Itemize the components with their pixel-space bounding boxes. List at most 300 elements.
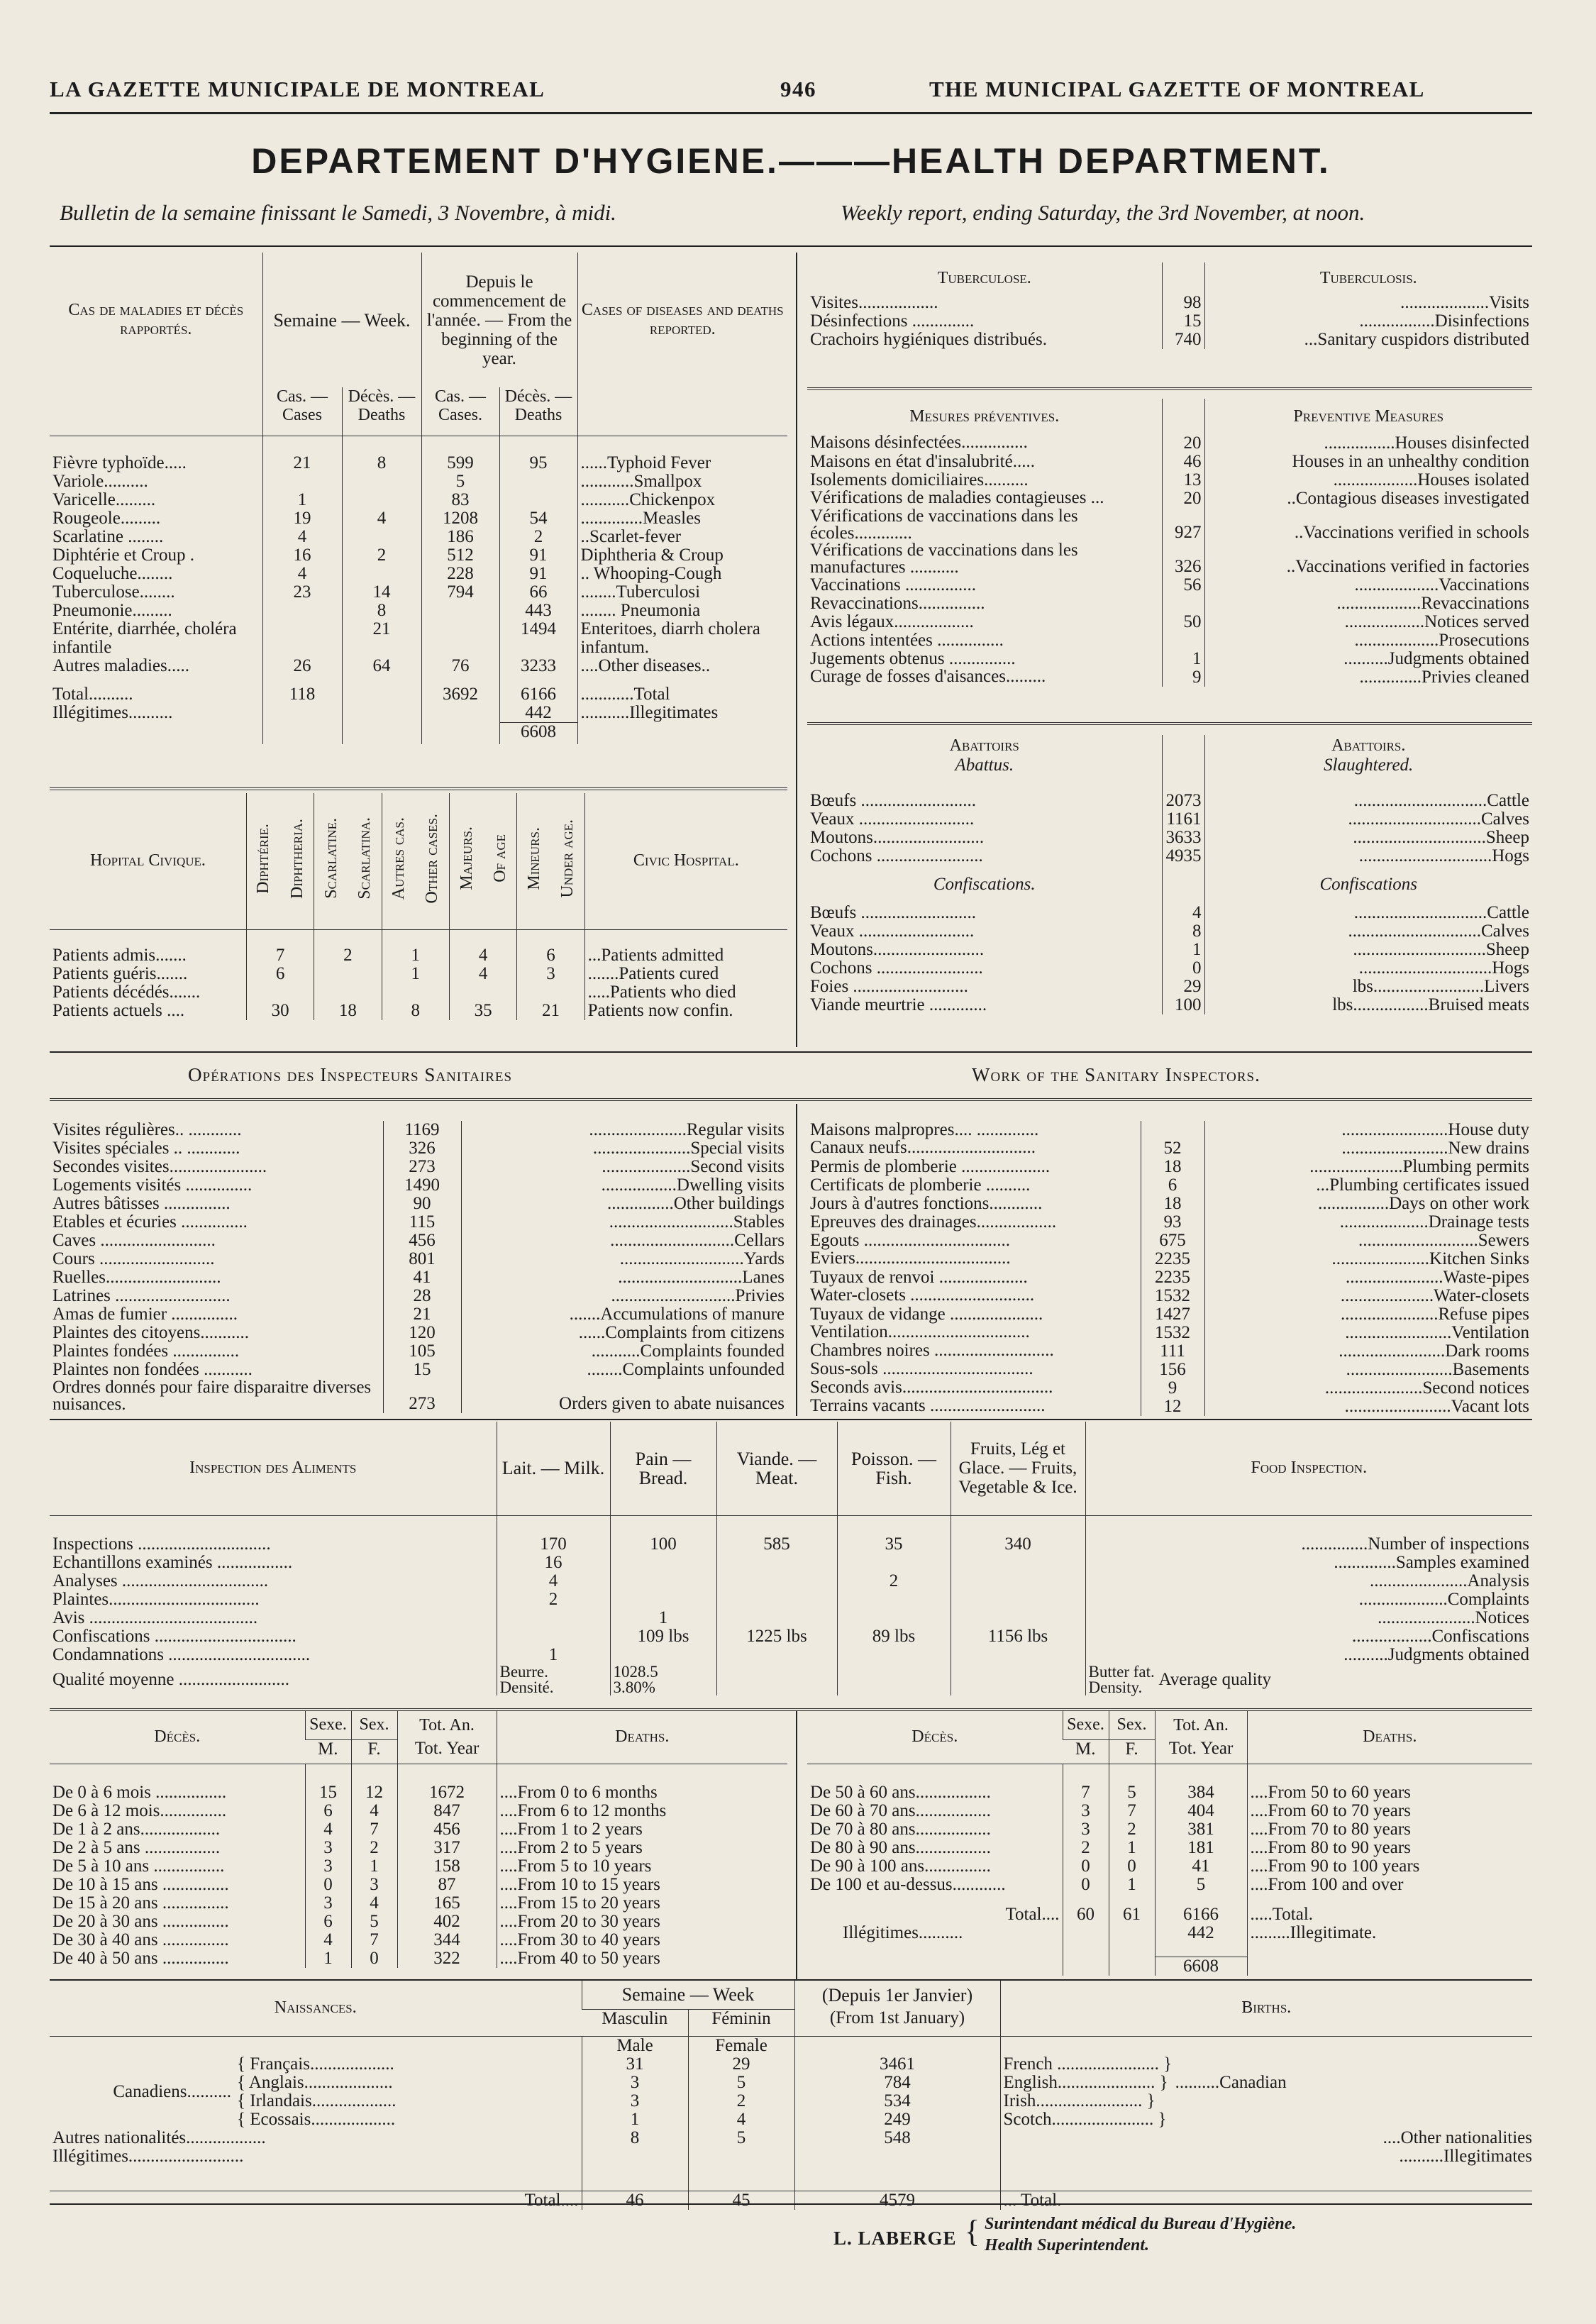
inspection-left-label-fr: Etables et écuries ............... <box>52 1213 248 1232</box>
disease-deaths-year: 95 <box>499 454 577 472</box>
deaths-female: 5 <box>1109 1783 1155 1802</box>
title-fr: DEPARTEMENT D'HYGIENE. <box>251 141 779 181</box>
preventive-label-fr: Vaccinations ................ <box>810 576 976 594</box>
tuberculosis-label-fr: Visites.................. <box>810 294 938 312</box>
inspection-left-row <box>50 1176 787 1195</box>
inspection-left-label-fr: Plaintes des citoyens........... <box>52 1324 250 1342</box>
tuberculosis-label-en: ....................Visits <box>1204 294 1532 312</box>
canadiens-label: Canadiens.......... <box>113 2081 231 2101</box>
disease-deaths-year: 1494 <box>499 620 577 657</box>
mesures-rule <box>807 722 1532 725</box>
butter-label: Butter fat. <box>1088 1663 1155 1681</box>
inspection-right-label-en: ...........................Sewers <box>1204 1232 1532 1250</box>
food-row <box>50 1572 1532 1590</box>
inspection-right-label-fr: Seconds avis.................................. <box>810 1379 1053 1397</box>
inspectors-right-table <box>807 1121 1532 1416</box>
inspection-left-label-en: Orders given to abate nuisances <box>461 1379 787 1413</box>
births-from-label: (From 1st January) <box>794 2009 1000 2036</box>
masculin-label: Masculin <box>582 2009 688 2036</box>
hospital-value-d: 30 <box>246 1002 314 1020</box>
tuberculosis-label-en: .................Disinfections <box>1204 312 1532 331</box>
inspection-left-value: 21 <box>383 1305 461 1324</box>
disease-row <box>50 583 787 602</box>
disease-cases-year <box>421 602 499 620</box>
inspection-right-value: 156 <box>1141 1361 1204 1379</box>
inspection-left-label-fr: Visites régulières.. ............ <box>52 1121 242 1139</box>
deaths-total-year: 404 <box>1155 1802 1247 1820</box>
beurre-label: Beurre. <box>499 1663 548 1681</box>
signature-title-fr: Surintendant médical du Bureau d'Hygiène. <box>985 2215 1297 2233</box>
hcol-label-6: Majeurs. <box>457 826 476 891</box>
hospital-value-s: 18 <box>314 1002 382 1020</box>
food-value-3: 35 <box>837 1535 951 1554</box>
inspection-right-label-fr: Ventilation................................ <box>810 1324 1030 1341</box>
inspection-right-row <box>807 1342 1532 1361</box>
hospital-label-fr: Patients décédés....... <box>52 983 201 1002</box>
inspection-left-label-en: ...........Complaints founded <box>461 1342 787 1361</box>
inspection-left-row <box>50 1121 787 1139</box>
deaths-total-year: 5 <box>1155 1876 1247 1894</box>
deaths-age-en: ....From 15 to 20 years <box>497 1894 787 1913</box>
preventive-table <box>807 399 1532 687</box>
rule-top <box>50 245 1532 247</box>
food-label-fr: Plaintes.................................. <box>52 1590 260 1609</box>
quality-label-en: Average quality <box>1158 1670 1271 1689</box>
disease-deaths-year: 54 <box>499 509 577 528</box>
sex-label: Sex. <box>351 1711 397 1739</box>
tuberculosis-value: 15 <box>1162 312 1204 331</box>
preventive-value: 927 <box>1162 508 1204 542</box>
autres-f: 5 <box>688 2129 794 2147</box>
inspection-left-label-fr: Ordres donnés pour faire disparaitre diverses nuisances. <box>52 1379 372 1413</box>
disease-name-en: ..Scarlet-fever <box>577 528 787 546</box>
inspection-left-value: 273 <box>383 1158 461 1176</box>
tuberculosis-label-fr: Crachoirs hygiéniques distribués. <box>810 331 1047 349</box>
confiscation-row <box>807 941 1532 959</box>
slaughter-row <box>807 829 1532 847</box>
food-label-en: ..................Confiscations <box>1085 1627 1532 1646</box>
deaths-female: 7 <box>351 1931 397 1949</box>
diseases-head-week: Semaine — Week. <box>262 253 421 387</box>
hospital-label-fr: Patients guéris....... <box>52 965 188 983</box>
deaths-female: 2 <box>1109 1820 1155 1839</box>
inspection-right-value: 111 <box>1141 1342 1204 1361</box>
inspection-left-label-fr: Amas de fumier ............... <box>52 1305 238 1324</box>
signature-name: L. LABERGE <box>833 2228 957 2249</box>
inspection-right-row <box>807 1121 1532 1139</box>
inspectors-title-fr: Opérations des Inspecteurs Sanitaires <box>188 1064 513 1085</box>
disease-deaths-year <box>499 491 577 509</box>
total-c3: 3692 <box>421 685 499 704</box>
slaughter-label-fr: Veaux .......................... <box>810 810 975 829</box>
disease-cases-week: 1 <box>262 491 342 509</box>
food-row <box>50 1535 1532 1554</box>
inspection-left-label-en: ......Complaints from citizens <box>461 1324 787 1342</box>
deaths-total-year: 6166 <box>1155 1905 1247 1924</box>
tuberculosis-row <box>807 312 1532 331</box>
deaths-title-fr: Décès. <box>154 1727 201 1747</box>
preventive-label-en: ...................Vaccinations <box>1204 576 1532 594</box>
preventive-label-en: ..................Notices served <box>1204 613 1532 631</box>
inspection-right-label-en: ...Plumbing certificates issued <box>1204 1176 1532 1195</box>
food-rule-top <box>50 1419 1532 1420</box>
inspection-right-label-fr: Canaux neufs............................. <box>810 1139 1036 1157</box>
births-total-f: 45 <box>688 2191 794 2210</box>
deaths-total-year: 402 <box>397 1913 497 1931</box>
inspection-left-label-en: ......................Regular visits <box>461 1121 787 1139</box>
disease-deaths-week <box>342 565 421 583</box>
subtitle-fr: Bulletin de la semaine finissant le Samedi, 3 Novembre, à midi. <box>60 200 616 225</box>
densite-label: Densité. <box>499 1678 554 1696</box>
inspection-right-label-fr: Tuyaux de vidange ..................... <box>810 1305 1043 1324</box>
births-origin-en: French ....................... } <box>1000 2055 1532 2074</box>
food-value-0: 1 <box>497 1646 610 1664</box>
preventive-label-fr: Avis légaux.................. <box>810 613 974 631</box>
subtitle-en: Weekly report, ending Saturday, the 3rd November, at noon. <box>841 200 1365 225</box>
food-value-4 <box>951 1590 1085 1609</box>
disease-deaths-year: 443 <box>499 602 577 620</box>
density-label: Density. <box>1088 1678 1143 1696</box>
inspection-left-value: 105 <box>383 1342 461 1361</box>
deaths-age-fr: De 15 à 20 ans ............... <box>52 1894 229 1913</box>
births-female: 4 <box>688 2110 794 2129</box>
deaths-age-en: ....From 70 to 80 years <box>1247 1820 1532 1839</box>
births-male: 1 <box>582 2110 688 2129</box>
disease-name-fr: Coqueluche........ <box>52 565 173 583</box>
canadian-label: ..........Canadian <box>1175 2072 1287 2092</box>
confiscation-label-en: lbs.................Bruised meats <box>1204 996 1532 1014</box>
inspection-left-value: 28 <box>383 1287 461 1305</box>
deaths-illeg-fr: Illégitimes.......... <box>843 1923 963 1942</box>
preventive-value: 20 <box>1162 434 1204 453</box>
food-value-1 <box>610 1646 716 1664</box>
hospital-label-fr: Patients admis....... <box>52 946 187 965</box>
preventive-label-fr: Revaccinations............... <box>810 594 985 613</box>
deaths-female: 4 <box>351 1894 397 1913</box>
total-c4: 6166 <box>499 685 577 704</box>
confiscation-label-fr: Veaux .......................... <box>810 922 975 941</box>
abattoirs-title-en: Abattoirs. <box>1204 735 1532 756</box>
hospital-value-o: 1 <box>382 946 449 965</box>
disease-cases-week <box>262 602 342 620</box>
food-value-1 <box>610 1572 716 1590</box>
disease-deaths-week: 4 <box>342 509 421 528</box>
preventive-label-fr: Vérifications de vaccinations dans les écoles............. <box>810 508 1078 542</box>
deaths-male: 0 <box>305 1876 351 1894</box>
hospital-row <box>50 983 787 1002</box>
deaths-row <box>807 1783 1532 1802</box>
preventive-label-fr: Maisons désinfectées............... <box>810 434 1028 452</box>
food-quality-row <box>50 1664 1532 1695</box>
tuberculosis-label-fr: Désinfections .............. <box>810 312 975 331</box>
sex-label-2: Sex. <box>1109 1711 1155 1739</box>
births-year: 534 <box>794 2092 1000 2110</box>
abattus-label: Abattus. <box>955 756 1014 775</box>
inspection-right-label-en: ......................Kitchen Sinks <box>1204 1250 1532 1268</box>
inspection-left-label-fr: Autres bâtisses ............... <box>52 1195 231 1213</box>
disease-cases-year: 186 <box>421 528 499 546</box>
deaths-age-fr: De 20 à 30 ans ............... <box>52 1913 229 1931</box>
food-value-0 <box>497 1609 610 1627</box>
hospital-value-n: 3 <box>517 965 584 983</box>
food-value-0 <box>497 1627 610 1646</box>
deaths-total-f: 61 <box>1109 1905 1155 1924</box>
births-rule-bottom <box>50 2203 1532 2205</box>
sub-cases-week: Cas. — Cases <box>262 387 342 436</box>
inspection-right-value <box>1141 1121 1204 1139</box>
food-value-0: 170 <box>497 1535 610 1554</box>
preventive-value <box>1162 631 1204 650</box>
hcol-label-3: Scarlatina. <box>355 817 374 900</box>
deaths-age-fr: De 90 à 100 ans............... <box>810 1857 991 1876</box>
inspection-right-value: 1532 <box>1141 1324 1204 1342</box>
deaths-male: 3 <box>305 1857 351 1876</box>
inspection-left-label-en: .................Dwelling visits <box>461 1176 787 1195</box>
deaths-total-year: 1672 <box>397 1783 497 1802</box>
deaths-grand-total: 6608 <box>1155 1957 1247 1976</box>
disease-cases-week: 4 <box>262 565 342 583</box>
inspection-left-label-fr: Plaintes fondées ............... <box>52 1342 240 1361</box>
hospital-label-en: Patients now confin. <box>584 1002 787 1020</box>
inspection-right-label-fr: Sous-sols .................................. <box>810 1361 1033 1378</box>
slaughter-label-fr: Bœufs .......................... <box>810 792 977 810</box>
inspection-left-label-fr: Cours .......................... <box>52 1250 215 1268</box>
disease-deaths-week <box>342 528 421 546</box>
food-value-2 <box>716 1554 837 1572</box>
inspection-left-label-fr: Secondes visites...................... <box>52 1158 267 1176</box>
illeg-c4: 442 <box>499 704 577 723</box>
hospital-value-m: 4 <box>449 965 516 983</box>
slaughter-row <box>807 847 1532 865</box>
quality-value-2: 3.80% <box>613 1678 655 1696</box>
inspection-right-value: 2235 <box>1141 1268 1204 1287</box>
tb-rule <box>807 387 1532 390</box>
inspection-right-label-fr: Terrains vacants .......................... <box>810 1398 1046 1415</box>
hcol-label-7: Of age <box>490 834 509 883</box>
inspection-right-row <box>807 1176 1532 1195</box>
hcol-5 <box>416 793 450 929</box>
hcol-1 <box>280 793 314 929</box>
deaths-total-year: 344 <box>397 1931 497 1949</box>
slaughter-label-fr: Moutons......................... <box>810 829 985 847</box>
inspection-left-label-fr: Plaintes non fondées ........... <box>52 1361 253 1379</box>
disease-deaths-year: 2 <box>499 528 577 546</box>
hospital-value-d: 7 <box>246 946 314 965</box>
header-right: THE MUNICIPAL GAZETTE OF MONTREAL <box>929 77 1425 101</box>
f-label: F. <box>351 1739 397 1764</box>
deaths-male: 2 <box>1063 1839 1109 1857</box>
inspection-left-label-en: ............................Cellars <box>461 1232 787 1250</box>
hospital-value-o: 8 <box>382 1002 449 1020</box>
disease-row <box>50 620 787 657</box>
deaths-age-fr: De 80 à 90 ans................. <box>810 1839 991 1857</box>
disease-cases-week: 26 <box>262 657 342 675</box>
preventive-value: 20 <box>1162 489 1204 508</box>
deaths-male: 4 <box>305 1820 351 1839</box>
inspection-left-row <box>50 1158 787 1176</box>
food-value-2: 585 <box>716 1535 837 1554</box>
hcol-label-9: Under age. <box>558 819 577 898</box>
m-label: M. <box>305 1739 351 1764</box>
inspection-left-value: 41 <box>383 1268 461 1287</box>
deaths-row <box>50 1839 787 1857</box>
slaughter-label-en: ..............................Sheep <box>1204 829 1532 847</box>
disease-deaths-year: 3233 <box>499 657 577 675</box>
confiscation-value: 29 <box>1162 978 1204 996</box>
inspectors-rule-top <box>50 1051 1532 1053</box>
hcol-7 <box>483 793 517 929</box>
food-label-en: ..........Judgments obtained <box>1085 1646 1532 1664</box>
tuberculose-title-fr: Tuberculose. <box>937 268 1031 287</box>
disease-deaths-week <box>342 491 421 509</box>
disease-row <box>50 528 787 546</box>
births-title-en: Births. <box>1000 1981 1532 2036</box>
deaths-title-fr-2: Décès. <box>911 1727 958 1747</box>
disease-deaths-week: 21 <box>342 620 421 657</box>
diseases-total-row <box>50 685 787 704</box>
preventive-row <box>807 650 1532 668</box>
deaths-illeg-year: 442 <box>1155 1924 1247 1942</box>
deaths-right-table <box>807 1711 1532 1976</box>
m-label-2: M. <box>1063 1739 1109 1764</box>
inspection-left-value: 15 <box>383 1361 461 1379</box>
births-male: 3 <box>582 2092 688 2110</box>
confiscation-row <box>807 959 1532 978</box>
inspection-left-row <box>50 1268 787 1287</box>
deaths-male: 6 <box>305 1802 351 1820</box>
hcol-4 <box>382 793 416 929</box>
tuberculosis-row <box>807 294 1532 312</box>
inspection-right-row <box>807 1379 1532 1398</box>
inspection-left-value: 1169 <box>383 1121 461 1139</box>
disease-name-fr: Varicelle......... <box>52 491 156 509</box>
page-number: 946 <box>780 77 816 101</box>
inspection-right-label-en: ......................Refuse pipes <box>1204 1305 1532 1324</box>
tuberculosis-table <box>807 262 1532 349</box>
deaths-divider <box>796 1711 797 1981</box>
inspection-right-label-en: ....................Drainage tests <box>1204 1213 1532 1232</box>
food-value-1 <box>610 1554 716 1572</box>
inspection-left-label-en: ............................Privies <box>461 1287 787 1305</box>
preventive-label-en: ................Houses disinfected <box>1204 434 1532 453</box>
deaths-male: 3 <box>305 1839 351 1857</box>
inspection-right-label-en: .....................Water-closets <box>1204 1287 1532 1305</box>
deaths-female: 12 <box>351 1783 397 1802</box>
disease-deaths-year: 91 <box>499 565 577 583</box>
food-value-0: 2 <box>497 1590 610 1609</box>
inspection-left-row <box>50 1342 787 1361</box>
preventive-value: 46 <box>1162 453 1204 471</box>
inspection-left-label-en: ............................Stables <box>461 1213 787 1232</box>
food-value-1: 1 <box>610 1609 716 1627</box>
inspection-right-label-fr: Eviers................................... <box>810 1250 1011 1268</box>
signature-title-en: Health Superintendent. <box>985 2236 1150 2254</box>
preventive-label-en: Houses in an unhealthy condition <box>1204 453 1532 471</box>
food-col-meat: Viande. — Meat. <box>716 1422 837 1515</box>
deaths-row <box>50 1913 787 1931</box>
hcol-6 <box>449 793 483 929</box>
inspection-left-value: 326 <box>383 1139 461 1158</box>
inspection-left-label-en: ....................Second visits <box>461 1158 787 1176</box>
deaths-age-en: ....From 6 to 12 months <box>497 1802 787 1820</box>
hcol-label-4: Autres cas. <box>389 817 409 900</box>
deaths-age-en: ....From 40 to 50 years <box>497 1949 787 1968</box>
deaths-total-fr: Total.... <box>1005 1905 1060 1924</box>
inspectors-left-table <box>50 1121 787 1413</box>
deaths-age-fr: De 70 à 80 ans................. <box>810 1820 991 1839</box>
title-en: HEALTH DEPARTMENT. <box>891 141 1331 181</box>
disease-name-fr: Autres maladies..... <box>52 657 190 675</box>
preventive-label-en: ...................Revaccinations <box>1204 594 1532 613</box>
preventive-label-fr: Vérifications de vaccinations dans les manufactures ........... <box>810 542 1078 576</box>
disease-name-fr: Rougeole......... <box>52 509 161 528</box>
food-label-fr: Echantillons examinés ................. <box>52 1554 293 1572</box>
hospital-row <box>50 965 787 983</box>
food-value-1: 109 lbs <box>610 1627 716 1646</box>
inspectors-title-en: Work of the Sanitary Inspectors. <box>972 1064 1260 1085</box>
deaths-illeg-en: .........Illegitimate. <box>1247 1924 1532 1942</box>
inspection-left-label-fr: Ruelles.......................... <box>52 1268 221 1287</box>
confiscation-label-en: ..............................Cattle <box>1204 904 1532 922</box>
births-week-label: Semaine — Week <box>582 1981 794 2009</box>
confiscation-label-en: ..............................Hogs <box>1204 959 1532 978</box>
deaths-age-en: ....From 0 to 6 months <box>497 1783 787 1802</box>
deaths-age-en: ....From 100 and over <box>1247 1876 1532 1894</box>
food-value-4: 1156 lbs <box>951 1627 1085 1646</box>
deaths-age-en: ....From 10 to 15 years <box>497 1876 787 1894</box>
food-label-fr: Confiscations ................................ <box>52 1627 297 1646</box>
food-value-4 <box>951 1646 1085 1664</box>
feminin-label: Féminin <box>688 2009 794 2036</box>
inspection-right-label-en: ........................Vacant lots <box>1204 1398 1532 1416</box>
inspection-right-value: 675 <box>1141 1232 1204 1250</box>
food-col-fruits: Fruits, Lég et Glace. — Fruits, Vegetable & Ice. <box>951 1422 1085 1515</box>
hospital-value-n <box>517 983 584 1002</box>
inspection-right-row <box>807 1305 1532 1324</box>
hospital-value-m <box>449 983 516 1002</box>
deaths-row <box>807 1802 1532 1820</box>
disease-name-fr: Tuberculose........ <box>52 583 175 602</box>
inspection-left-value: 1490 <box>383 1176 461 1195</box>
deaths-male: 3 <box>1063 1802 1109 1820</box>
deaths-female: 7 <box>1109 1802 1155 1820</box>
deaths-total-year: 381 <box>1155 1820 1247 1839</box>
food-value-2 <box>716 1590 837 1609</box>
deaths-female: 7 <box>351 1820 397 1839</box>
births-female: 29 <box>688 2055 794 2074</box>
hospital-title-fr: Hopital Civique. <box>89 851 206 870</box>
disease-name-fr: Scarlatine ........ <box>52 528 164 546</box>
food-value-4 <box>951 1572 1085 1590</box>
inspection-left-value: 115 <box>383 1213 461 1232</box>
diseases-table <box>50 253 787 744</box>
inspectors-rule <box>50 1098 1532 1101</box>
births-row <box>50 2055 1532 2074</box>
inspection-right-row <box>807 1398 1532 1416</box>
sub-deaths-year: Décès. — Deaths <box>499 387 577 436</box>
diseases-grand-total: 6608 <box>499 723 577 744</box>
food-value-3 <box>837 1554 951 1572</box>
disease-row <box>50 491 787 509</box>
disease-deaths-week: 64 <box>342 657 421 675</box>
preventive-row <box>807 631 1532 650</box>
deaths-total-year: 181 <box>1155 1839 1247 1857</box>
deaths-age-en: ....From 60 to 70 years <box>1247 1802 1532 1820</box>
disease-deaths-week <box>342 472 421 491</box>
preventive-label-en: ..Vaccinations verified in factories <box>1204 542 1532 576</box>
births-year: 3461 <box>794 2055 1000 2074</box>
hospital-value-s: 2 <box>314 946 382 965</box>
